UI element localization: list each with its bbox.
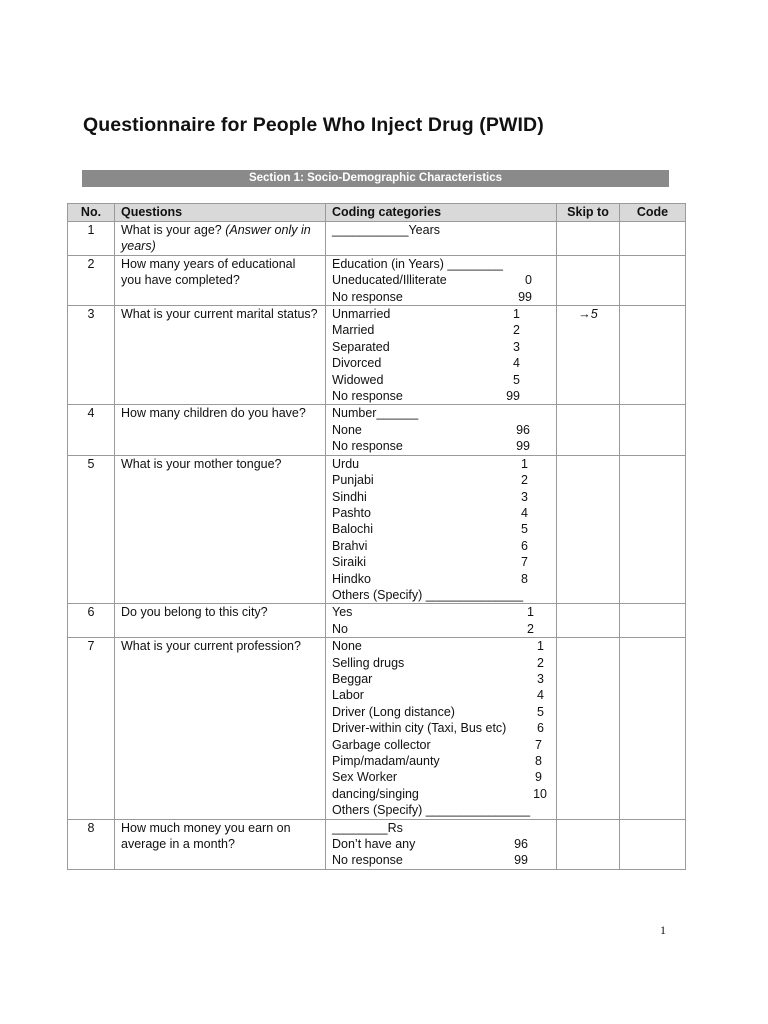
- coding-option: [332, 289, 550, 305]
- coding-categories: [326, 819, 557, 869]
- option-code: 3: [513, 339, 520, 354]
- option-label: Labor: [332, 688, 364, 703]
- question-number: 7: [68, 638, 115, 819]
- option-label: None: [332, 639, 362, 654]
- question-cell: [115, 222, 326, 256]
- option-code: 4: [521, 505, 528, 520]
- coding-option: [332, 587, 550, 603]
- coding-categories: [326, 604, 557, 638]
- table-row: [68, 638, 686, 819]
- section-header: Section 1: Socio-Demographic Characteristics: [82, 170, 669, 187]
- option-label: Punjabi: [332, 473, 374, 488]
- option-code: 9: [535, 770, 542, 785]
- coding-categories: [326, 638, 557, 819]
- option-label: dancing/singing: [332, 786, 419, 801]
- coding-option: [332, 521, 550, 537]
- table-row: [68, 819, 686, 869]
- coding-option: [332, 820, 550, 836]
- option-code: 5: [513, 372, 520, 387]
- option-code: 3: [537, 671, 544, 686]
- table-row: [68, 604, 686, 638]
- question-cell: [115, 604, 326, 638]
- option-label: Married: [332, 323, 375, 338]
- coding-categories: [326, 222, 557, 256]
- header-questions: Questions: [115, 204, 326, 222]
- table-row: [68, 255, 686, 305]
- option-code: 10: [533, 786, 547, 801]
- question-text: What is your age?: [121, 223, 222, 237]
- option-code: 2: [513, 323, 520, 338]
- header-no: No.: [68, 204, 115, 222]
- code-cell[interactable]: [620, 604, 686, 638]
- question-text: What is your mother tongue?: [121, 456, 282, 471]
- code-cell[interactable]: [620, 819, 686, 869]
- skip-to-cell: [557, 604, 620, 638]
- option-code: 1: [513, 307, 520, 322]
- question-cell: [115, 638, 326, 819]
- code-cell[interactable]: [620, 255, 686, 305]
- skip-to-cell: [557, 638, 620, 819]
- option-label: Hindko: [332, 571, 371, 586]
- option-label: No response: [332, 289, 403, 304]
- coding-option: [332, 472, 550, 488]
- option-label: Sindhi: [332, 489, 367, 504]
- option-code: 99: [516, 439, 530, 454]
- coding-option: [332, 704, 550, 720]
- option-label: Others (Specify) _______________: [332, 803, 531, 818]
- question-number: 1: [68, 222, 115, 256]
- option-label: Divorced: [332, 356, 382, 371]
- coding-option: [332, 505, 550, 521]
- coding-option: [332, 786, 550, 802]
- table-header-row: [68, 204, 686, 222]
- option-code: 6: [521, 538, 528, 553]
- skip-to-cell: [557, 819, 620, 869]
- question-text: How many children do you have?: [121, 406, 306, 421]
- option-label: Pashto: [332, 505, 371, 520]
- question-number: 2: [68, 255, 115, 305]
- option-code: 5: [537, 704, 544, 719]
- option-code: 8: [535, 754, 542, 768]
- question-cell: [115, 405, 326, 455]
- option-label: Balochi: [332, 522, 373, 537]
- option-code: 3: [521, 489, 528, 504]
- coding-option: [332, 687, 550, 703]
- coding-option: [332, 322, 550, 338]
- skip-to-cell: →5: [557, 306, 620, 405]
- header-coding: Coding categories: [326, 204, 557, 222]
- option-label: No response: [332, 439, 403, 454]
- code-cell[interactable]: [620, 638, 686, 819]
- coding-option: [332, 405, 550, 421]
- code-cell[interactable]: [620, 405, 686, 455]
- skip-to-cell: [557, 405, 620, 455]
- option-code: 99: [518, 289, 532, 304]
- coding-option: [332, 604, 550, 620]
- option-label: Garbage collector: [332, 737, 431, 752]
- question-text: How much money you earn on average in a month?: [121, 820, 291, 852]
- question-number: 5: [68, 455, 115, 604]
- option-label: Widowed: [332, 372, 384, 387]
- option-code: 4: [537, 688, 544, 703]
- coding-option: [332, 655, 550, 671]
- question-number: 6: [68, 604, 115, 638]
- option-label: No response: [332, 389, 403, 404]
- option-code: 0: [525, 273, 532, 288]
- option-label: ________Rs: [332, 820, 403, 835]
- table-row: [68, 222, 686, 256]
- question-cell: [115, 819, 326, 869]
- coding-option: [332, 306, 550, 322]
- option-label: Beggar: [332, 671, 373, 686]
- header-code: Code: [620, 204, 686, 222]
- option-label: No response: [332, 853, 403, 868]
- option-label: Driver-within city (Taxi, Bus etc): [332, 721, 507, 736]
- header-skip: Skip to: [557, 204, 620, 222]
- question-text: How many years of educational you have completed?: [121, 256, 296, 288]
- table-row: [68, 455, 686, 604]
- coding-option: [332, 638, 550, 654]
- coding-option: [332, 671, 550, 687]
- coding-categories: [326, 306, 557, 405]
- option-label: Driver (Long distance): [332, 704, 455, 719]
- question-text: Do you belong to this city?: [121, 605, 268, 620]
- option-label: Uneducated/Illiterate: [332, 273, 447, 288]
- option-code: 2: [521, 473, 528, 488]
- coding-option: [332, 538, 550, 554]
- coding-option: [332, 489, 550, 505]
- option-label: Others (Specify) ______________: [332, 587, 524, 602]
- table-row: [68, 405, 686, 455]
- option-code: 8: [521, 571, 528, 586]
- question-text: What is your current profession?: [121, 639, 301, 654]
- question-cell: [115, 255, 326, 305]
- option-label: Siraiki: [332, 555, 367, 570]
- coding-option: [332, 836, 550, 852]
- option-label: Unmarried: [332, 307, 391, 322]
- option-code: 1: [527, 605, 534, 620]
- coding-categories: [326, 255, 557, 305]
- coding-option: [332, 720, 550, 736]
- option-label: ___________Years: [332, 223, 440, 237]
- questionnaire-table: [67, 203, 686, 870]
- option-code: 6: [537, 721, 544, 736]
- option-label: Selling drugs: [332, 655, 405, 670]
- page-number: 1: [660, 923, 666, 937]
- option-code: 99: [514, 853, 528, 868]
- option-label: Education (in Years) ________: [332, 256, 503, 271]
- code-cell[interactable]: [620, 306, 686, 405]
- skip-to-cell: [557, 222, 620, 256]
- coding-categories: [326, 455, 557, 604]
- option-label: Urdu: [332, 456, 360, 471]
- question-number: 8: [68, 819, 115, 869]
- question-number: 3: [68, 306, 115, 405]
- option-code: 1: [521, 456, 528, 471]
- table-row: [68, 306, 686, 405]
- code-cell[interactable]: [620, 222, 686, 256]
- coding-option: [332, 355, 550, 371]
- option-code: 96: [516, 422, 530, 437]
- option-label: Pimp/madam/aunty: [332, 754, 440, 768]
- coding-option: [332, 438, 550, 454]
- option-label: Don’t have any: [332, 837, 416, 852]
- option-code: 1: [537, 639, 544, 654]
- coding-option: [332, 456, 550, 472]
- option-code: 7: [521, 555, 528, 570]
- coding-option: [332, 802, 550, 818]
- skip-to-cell: [557, 455, 620, 604]
- skip-to-cell: [557, 255, 620, 305]
- question-cell: [115, 306, 326, 405]
- coding-option: [332, 256, 550, 272]
- option-code: 2: [537, 655, 544, 670]
- coding-option: [332, 388, 550, 404]
- option-label: Yes: [332, 605, 353, 620]
- coding-option: [332, 222, 550, 238]
- document-title: Questionnaire for People Who Inject Drug (PWID): [83, 114, 544, 136]
- coding-option: [332, 554, 550, 570]
- question-text: What is your current marital status?: [121, 307, 318, 322]
- coding-option: [332, 272, 550, 288]
- coding-option: [332, 769, 550, 785]
- option-code: 4: [513, 356, 520, 371]
- question-note: (Answer only in years): [121, 223, 311, 254]
- option-label: Brahvi: [332, 538, 368, 553]
- option-code: 7: [535, 737, 542, 752]
- option-code: 96: [514, 837, 528, 852]
- question-cell: [115, 455, 326, 604]
- coding-option: [332, 571, 550, 587]
- coding-option: [332, 339, 550, 355]
- option-label: Sex Worker: [332, 770, 398, 785]
- coding-categories: [326, 405, 557, 455]
- coding-option: [332, 852, 550, 868]
- option-label: No: [332, 621, 348, 636]
- coding-option: [332, 753, 550, 769]
- option-label: Number______: [332, 406, 419, 421]
- option-label: None: [332, 422, 362, 437]
- option-code: 5: [521, 522, 528, 537]
- question-number: 4: [68, 405, 115, 455]
- coding-option: [332, 737, 550, 753]
- option-code: 2: [527, 621, 534, 636]
- code-cell[interactable]: [620, 455, 686, 604]
- coding-option: [332, 621, 550, 637]
- option-label: Separated: [332, 339, 390, 354]
- coding-option: [332, 372, 550, 388]
- option-code: 99: [506, 389, 520, 404]
- coding-option: [332, 422, 550, 438]
